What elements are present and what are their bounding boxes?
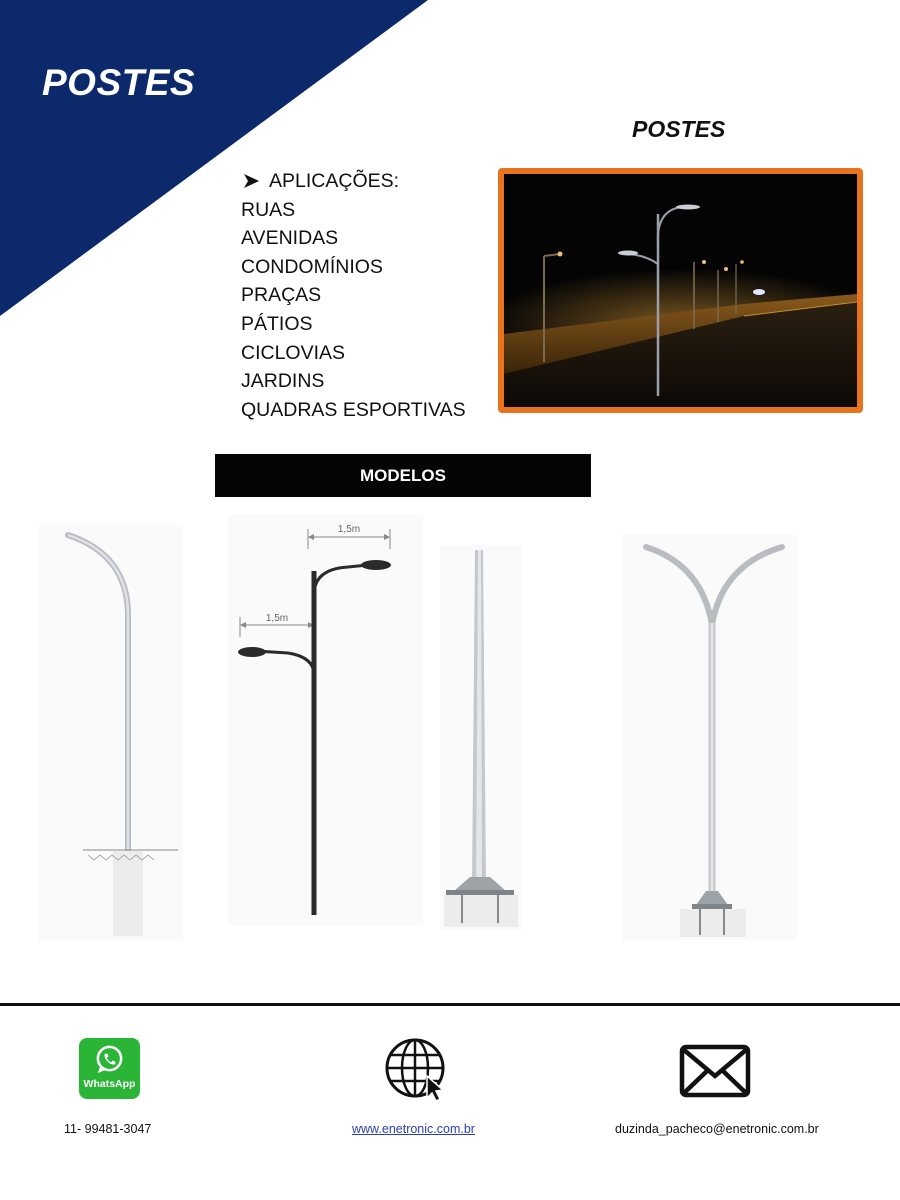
list-item: AVENIDAS: [241, 227, 339, 250]
whatsapp-label: WhatsApp: [83, 1078, 136, 1090]
applications-section: [241, 167, 466, 424]
list-item: PÁTIOS: [241, 312, 313, 335]
list-item: RUAS: [241, 198, 296, 221]
night-street-illustration: [504, 174, 857, 407]
applications-heading: APLICAÇÕES:: [269, 170, 400, 192]
y-shaped-pole-illustration: [622, 535, 797, 940]
email-address[interactable]: duzinda_pacheco@enetronic.com.br: [615, 1122, 819, 1136]
phone-number: 11- 99481-3047: [64, 1122, 152, 1136]
list-item: CONDOMÍNIOS: [241, 255, 383, 278]
top-dimension-label: 1,5m: [337, 524, 361, 535]
website-link[interactable]: www.enetronic.com.br: [352, 1122, 475, 1136]
list-item: QUADRAS ESPORTIVAS: [241, 398, 466, 421]
list-item: PRAÇAS: [241, 284, 322, 307]
envelope-icon[interactable]: [679, 1044, 751, 1098]
list-item: CICLOVIAS: [241, 341, 346, 364]
applications-heading-row: [241, 167, 466, 196]
globe-cursor-icon[interactable]: [385, 1038, 451, 1102]
footer-divider: [0, 1003, 900, 1006]
arrow-bullet-icon: [243, 173, 261, 189]
single-arm-pole-illustration: [38, 525, 183, 940]
models-heading-bar: MODELOS: [215, 454, 591, 497]
double-arm-pole-illustration: [228, 515, 423, 925]
straight-conical-pole-illustration: [440, 545, 522, 930]
page-title: POSTES: [42, 62, 196, 103]
street-light-photo: [498, 168, 863, 413]
side-dimension-label: 1,5m: [265, 613, 289, 624]
applications-list: [241, 196, 466, 425]
whatsapp-icon[interactable]: [79, 1038, 140, 1099]
list-item: JARDINS: [241, 370, 325, 393]
photo-title: POSTES: [632, 116, 726, 142]
